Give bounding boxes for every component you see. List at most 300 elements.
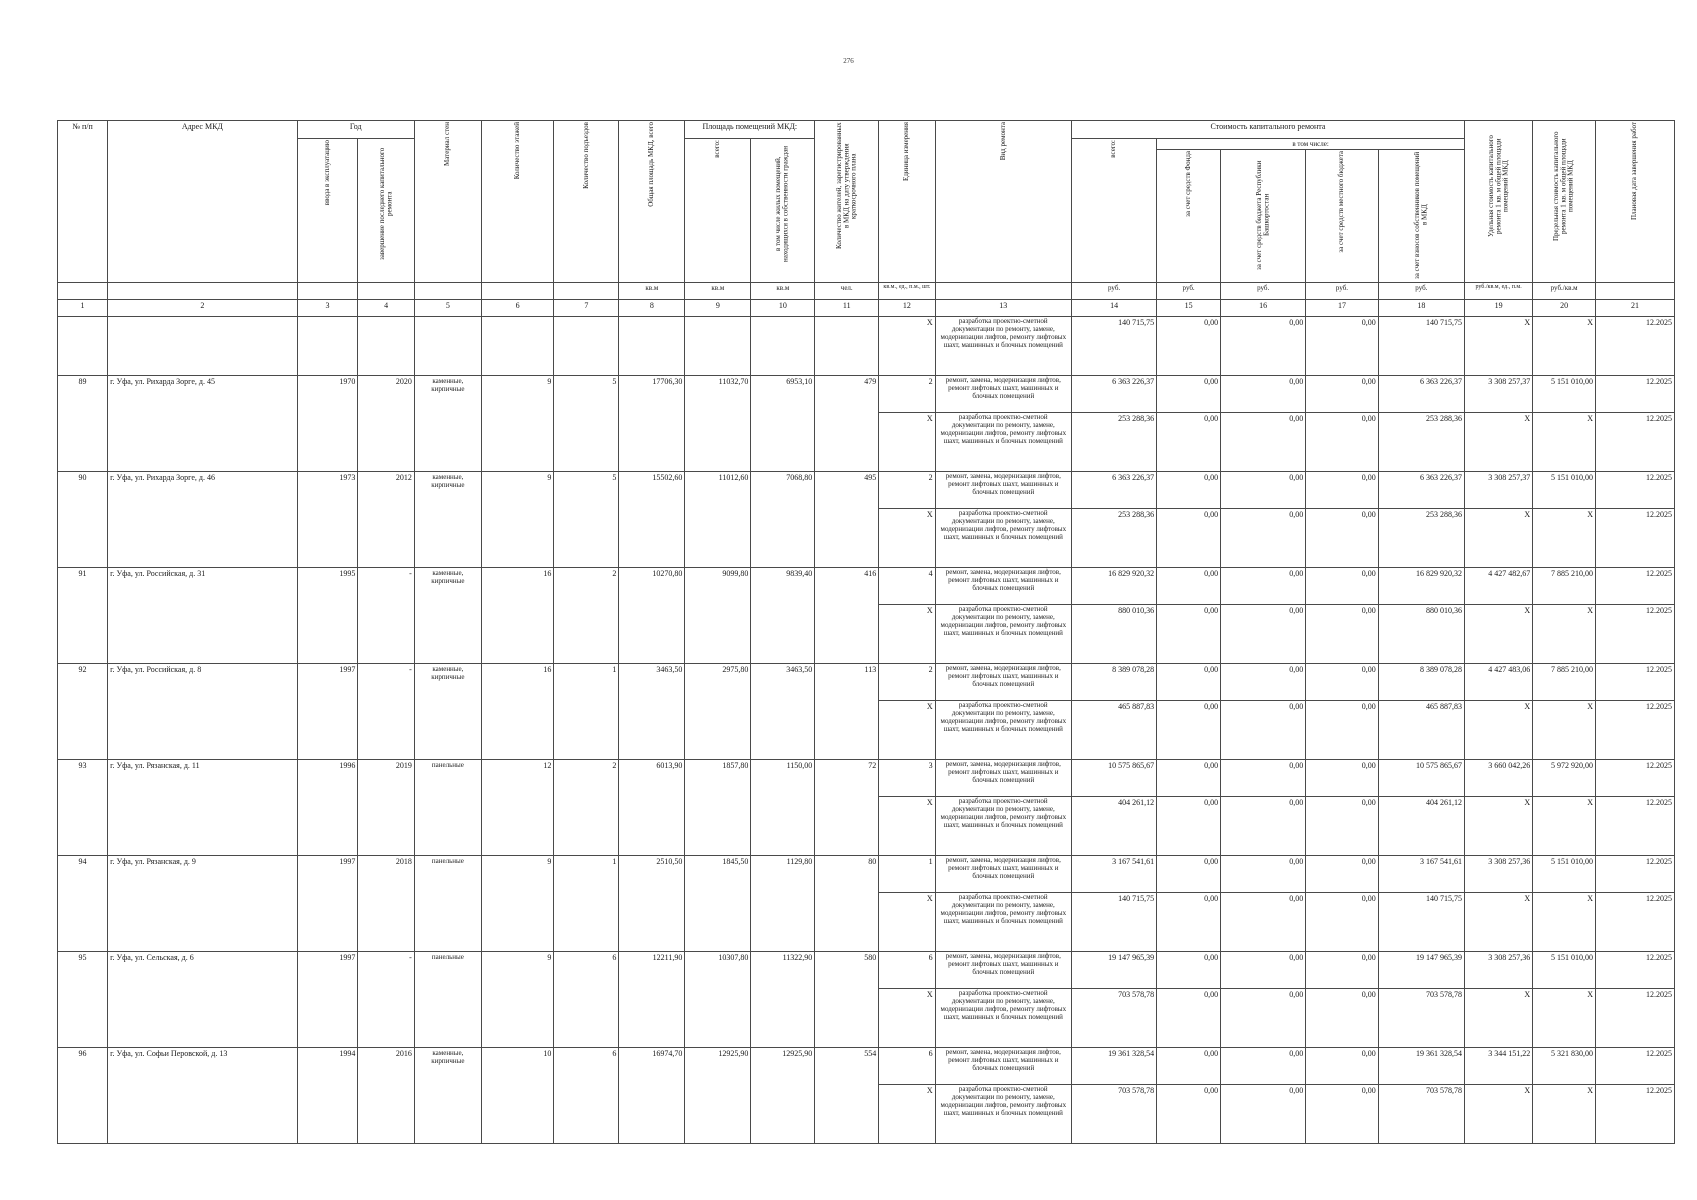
cell-cost-fund: 0,00 xyxy=(1157,1085,1221,1144)
cell-max-cost: 5 151 010,00 xyxy=(1533,376,1596,413)
cell-cost-fund: 0,00 xyxy=(1157,605,1221,664)
cell-planned-date: 12.2025 xyxy=(1596,952,1675,989)
header-year-last-repair: завершение последнего капитального ремонта xyxy=(358,139,414,283)
cell-unit: X xyxy=(879,893,935,952)
cell-address: г. Уфа, ул. Рихарда Зорге, д. 45 xyxy=(108,376,298,472)
column-number: 11 xyxy=(815,300,879,317)
column-number: 9 xyxy=(685,300,751,317)
cell-repair-type: разработка проектно-сметной документации по ремонту, замене, модернизации лифтов, ремонту лифтовых шахт, машинных и блочных помещений xyxy=(935,413,1071,472)
cell-cost-fund: 0,00 xyxy=(1157,760,1221,797)
cell-cost-total: 8 389 078,28 xyxy=(1071,664,1156,701)
cell-address: г. Уфа, ул. Российская, д. 31 xyxy=(108,568,298,664)
cell-unit: 1 xyxy=(879,856,935,893)
cell-planned-date: 12.2025 xyxy=(1596,1085,1675,1144)
cell-no: 90 xyxy=(58,472,108,568)
cell-year-built: 1997 xyxy=(297,664,358,760)
cell-cost-local: 0,00 xyxy=(1306,1048,1378,1085)
cell-max-cost: X xyxy=(1533,797,1596,856)
cell-wall-material: каменные, кирпичные xyxy=(414,472,481,568)
cell-entrances: 2 xyxy=(554,760,619,856)
cell-cost-owners: 140 715,75 xyxy=(1378,893,1464,952)
table-row xyxy=(58,568,1675,605)
column-number: 6 xyxy=(481,300,553,317)
unit-premises-incl: кв.м xyxy=(751,283,815,300)
cell-repair-type: ремонт, замена, модернизация лифтов, ремонт лифтовых шахт, машинных и блочных помещений xyxy=(935,664,1071,701)
cell-unit-cost: 3 308 257,37 xyxy=(1465,472,1533,509)
table-row xyxy=(58,472,1675,509)
cell-max-cost: 5 151 010,00 xyxy=(1533,952,1596,989)
cell-cost-total: 703 578,78 xyxy=(1071,1085,1156,1144)
header-cost-local: за счет средств местного бюджета xyxy=(1306,150,1378,283)
cell-max-cost: X xyxy=(1533,317,1596,376)
cell-no: 96 xyxy=(58,1048,108,1144)
cell-unit-cost: X xyxy=(1465,317,1533,376)
header-row xyxy=(58,121,1675,139)
cell-cost-fund: 0,00 xyxy=(1157,952,1221,989)
cell-residents: 495 xyxy=(815,472,879,568)
cell-cost-local: 0,00 xyxy=(1306,952,1378,989)
cell-unit: X xyxy=(879,509,935,568)
cell-entrances: 6 xyxy=(554,1048,619,1144)
column-number: 19 xyxy=(1465,300,1533,317)
cell-unit-cost: 3 344 151,22 xyxy=(1465,1048,1533,1085)
cell-total-area: 16974,70 xyxy=(619,1048,685,1144)
cell-max-cost: 5 972 920,00 xyxy=(1533,760,1596,797)
column-number: 21 xyxy=(1596,300,1675,317)
header-repair-type: Вид ремонта xyxy=(935,121,1071,283)
cell-residents: 72 xyxy=(815,760,879,856)
cell-premises-total: 1857,80 xyxy=(685,760,751,856)
cell-unit-cost: X xyxy=(1465,797,1533,856)
cell-repair-type: ремонт, замена, модернизация лифтов, ремонт лифтовых шахт, машинных и блочных помещений xyxy=(935,856,1071,893)
cell-total-area: 12211,90 xyxy=(619,952,685,1048)
cell-unit-cost: X xyxy=(1465,605,1533,664)
cell-repair-type: ремонт, замена, модернизация лифтов, ремонт лифтовых шахт, машинных и блочных помещений xyxy=(935,376,1071,413)
cell-cost-republic: 0,00 xyxy=(1221,989,1306,1048)
cell-premises-incl: 1129,80 xyxy=(751,856,815,952)
cell-cost-total: 19 147 965,39 xyxy=(1071,952,1156,989)
cell-cost-local: 0,00 xyxy=(1306,413,1378,472)
cell-wall-material: панельные xyxy=(414,952,481,1048)
cell-wall-material: каменные, кирпичные xyxy=(414,568,481,664)
cell-cost-local: 0,00 xyxy=(1306,605,1378,664)
cell-cost-owners: 8 389 078,28 xyxy=(1378,664,1464,701)
cell-year-built: 1996 xyxy=(297,760,358,856)
cell-cost-total: 404 261,12 xyxy=(1071,797,1156,856)
cell-unit: 2 xyxy=(879,472,935,509)
header-max-cost: Предельная стоимость капитального ремонта 1 кв. м общей площади помещений МКД xyxy=(1533,121,1596,283)
header-total-area: Общая площадь МКД, всего xyxy=(619,121,685,283)
column-number: 1 xyxy=(58,300,108,317)
column-numbers-row xyxy=(58,300,1675,317)
table-row xyxy=(58,317,1675,376)
cell-unit-cost: X xyxy=(1465,893,1533,952)
cell-unit: 4 xyxy=(879,568,935,605)
cell-cost-total: 140 715,75 xyxy=(1071,317,1156,376)
cell-cost-fund: 0,00 xyxy=(1157,1048,1221,1085)
table-row xyxy=(58,952,1675,989)
cell-planned-date: 12.2025 xyxy=(1596,797,1675,856)
cell-cost-republic: 0,00 xyxy=(1221,509,1306,568)
cell-cost-republic: 0,00 xyxy=(1221,413,1306,472)
cell-entrances: 5 xyxy=(554,472,619,568)
cell-planned-date: 12.2025 xyxy=(1596,989,1675,1048)
unit-cost-owners: руб. xyxy=(1378,283,1464,300)
column-number: 18 xyxy=(1378,300,1464,317)
cell-cost-total: 19 361 328,54 xyxy=(1071,1048,1156,1085)
cell-total-area: 3463,50 xyxy=(619,664,685,760)
header-cost-republic: за счет средств бюджета Республики Башкортостан xyxy=(1221,150,1306,283)
cell-repair-type: ремонт, замена, модернизация лифтов, ремонт лифтовых шахт, машинных и блочных помещений xyxy=(935,952,1071,989)
cell-cost-local: 0,00 xyxy=(1306,989,1378,1048)
cell-max-cost: X xyxy=(1533,509,1596,568)
cell-cost-owners: 16 829 920,32 xyxy=(1378,568,1464,605)
cell-unit-cost: 4 427 483,06 xyxy=(1465,664,1533,701)
cell-cost-total: 253 288,36 xyxy=(1071,413,1156,472)
cell-planned-date: 12.2025 xyxy=(1596,701,1675,760)
units-row xyxy=(58,283,1675,300)
cell-max-cost: X xyxy=(1533,413,1596,472)
column-number: 17 xyxy=(1306,300,1378,317)
cell-no: 95 xyxy=(58,952,108,1048)
cell-cost-local: 0,00 xyxy=(1306,1085,1378,1144)
cell-max-cost: 5 151 010,00 xyxy=(1533,472,1596,509)
cell-year-repair: 2012 xyxy=(358,472,414,568)
cell-cost-fund: 0,00 xyxy=(1157,413,1221,472)
cell-unit-cost: X xyxy=(1465,701,1533,760)
cell-premises-total: 10307,80 xyxy=(685,952,751,1048)
column-number: 8 xyxy=(619,300,685,317)
cell-cost-total: 6 363 226,37 xyxy=(1071,376,1156,413)
header-residents: Количество жителей, зарегистрированных в МКД на дату утверждения краткосрочного плана xyxy=(815,121,879,283)
cell-unit: 6 xyxy=(879,1048,935,1085)
cell-repair-type: ремонт, замена, модернизация лифтов, ремонт лифтовых шахт, машинных и блочных помещений xyxy=(935,472,1071,509)
cell-cost-republic: 0,00 xyxy=(1221,856,1306,893)
cell-no: 89 xyxy=(58,376,108,472)
unit-unit: кв.м., ед., п.м., шт. xyxy=(879,283,935,300)
header-planned-date: Плановая дата завершения работ xyxy=(1596,121,1675,283)
header-address: Адрес МКД xyxy=(108,121,298,283)
cell-residents: 80 xyxy=(815,856,879,952)
cell-repair-type: разработка проектно-сметной документации по ремонту, замене, модернизации лифтов, ремонту лифтовых шахт, машинных и блочных помещений xyxy=(935,701,1071,760)
cell-repair-type: разработка проектно-сметной документации по ремонту, замене, модернизации лифтов, ремонту лифтовых шахт, машинных и блочных помещений xyxy=(935,797,1071,856)
cell-cost-owners: 253 288,36 xyxy=(1378,509,1464,568)
cell-cost-total: 140 715,75 xyxy=(1071,893,1156,952)
column-number: 12 xyxy=(879,300,935,317)
cell-cost-republic: 0,00 xyxy=(1221,664,1306,701)
cell-total-area: 10270,80 xyxy=(619,568,685,664)
cell-unit-cost: 3 308 257,36 xyxy=(1465,952,1533,989)
cell-wall-material: каменные, кирпичные xyxy=(414,664,481,760)
cell-planned-date: 12.2025 xyxy=(1596,376,1675,413)
cell-cost-owners: 19 147 965,39 xyxy=(1378,952,1464,989)
cell-premises-total: 12925,90 xyxy=(685,1048,751,1144)
cell-cost-republic: 0,00 xyxy=(1221,568,1306,605)
cell-cost-total: 703 578,78 xyxy=(1071,989,1156,1048)
cell-premises-incl: 9839,40 xyxy=(751,568,815,664)
cell-floors: 16 xyxy=(481,664,553,760)
cell-premises-total: 11012,60 xyxy=(685,472,751,568)
cell-planned-date: 12.2025 xyxy=(1596,856,1675,893)
unit-cost-local: руб. xyxy=(1306,283,1378,300)
header-cost-total: всего: xyxy=(1071,139,1156,283)
cell-cost-fund: 0,00 xyxy=(1157,664,1221,701)
header-year: Год xyxy=(297,121,414,139)
cell-entrances: 6 xyxy=(554,952,619,1048)
cell-total-area: 2510,50 xyxy=(619,856,685,952)
cell-cost-fund: 0,00 xyxy=(1157,893,1221,952)
cell-unit-cost: X xyxy=(1465,989,1533,1048)
cell-unit: 2 xyxy=(879,664,935,701)
cell-cost-local: 0,00 xyxy=(1306,376,1378,413)
cell-unit: X xyxy=(879,989,935,1048)
cell-max-cost: X xyxy=(1533,989,1596,1048)
cell-cost-owners: 19 361 328,54 xyxy=(1378,1048,1464,1085)
cell-premises-incl: 6953,10 xyxy=(751,376,815,472)
unit-cost-total: руб. xyxy=(1071,283,1156,300)
column-number: 7 xyxy=(554,300,619,317)
cell-unit-cost: X xyxy=(1465,509,1533,568)
column-number: 15 xyxy=(1157,300,1221,317)
cell-year-built: 1970 xyxy=(297,376,358,472)
cell-cost-local: 0,00 xyxy=(1306,797,1378,856)
cell-max-cost: 5 321 830,00 xyxy=(1533,1048,1596,1085)
cell-address: г. Уфа, ул. Сельская, д. 6 xyxy=(108,952,298,1048)
cell-residents: 554 xyxy=(815,1048,879,1144)
cell-planned-date: 12.2025 xyxy=(1596,568,1675,605)
cell-cost-republic: 0,00 xyxy=(1221,760,1306,797)
header-cost-incl: в том числе: xyxy=(1157,139,1465,150)
cell-residents: 580 xyxy=(815,952,879,1048)
cell-premises-incl: 11322,90 xyxy=(751,952,815,1048)
cell-cost-total: 10 575 865,67 xyxy=(1071,760,1156,797)
cell-cost-fund: 0,00 xyxy=(1157,472,1221,509)
cell-unit-cost: 3 308 257,36 xyxy=(1465,856,1533,893)
header-unit: Единица измерения xyxy=(879,121,935,283)
cell-floors: 9 xyxy=(481,376,553,472)
cell-cost-republic: 0,00 xyxy=(1221,317,1306,376)
cell-cost-local: 0,00 xyxy=(1306,664,1378,701)
cell-repair-type: разработка проектно-сметной документации по ремонту, замене, модернизации лифтов, ремонту лифтовых шахт, машинных и блочных помещений xyxy=(935,605,1071,664)
cell-unit: X xyxy=(879,701,935,760)
cell-wall-material: каменные, кирпичные xyxy=(414,376,481,472)
header-year-commission: ввода в эксплуатацию xyxy=(297,139,358,283)
cell-premises-incl: 12925,90 xyxy=(751,1048,815,1144)
table-row xyxy=(58,856,1675,893)
cell-cost-republic: 0,00 xyxy=(1221,376,1306,413)
cell-cost-owners: 140 715,75 xyxy=(1378,317,1464,376)
cell-unit-cost: 3 660 042,26 xyxy=(1465,760,1533,797)
cell-repair-type: разработка проектно-сметной документации по ремонту, замене, модернизации лифтов, ремонту лифтовых шахт, машинных и блочных помещений xyxy=(935,1085,1071,1144)
cell-premises-total: 9099,80 xyxy=(685,568,751,664)
cell-year-built: 1973 xyxy=(297,472,358,568)
cell-premises-incl: 7068,80 xyxy=(751,472,815,568)
cell-floors: 16 xyxy=(481,568,553,664)
header-unit-cost: Удельная стоимость капитального ремонта 1 кв. м общей площади помещений МКД xyxy=(1465,121,1533,283)
cell-year-repair: - xyxy=(358,568,414,664)
header-cost: Стоимость капитального ремонта xyxy=(1071,121,1464,139)
cell-planned-date: 12.2025 xyxy=(1596,1048,1675,1085)
column-number: 2 xyxy=(108,300,298,317)
cell-max-cost: 7 885 210,00 xyxy=(1533,664,1596,701)
cell-planned-date: 12.2025 xyxy=(1596,760,1675,797)
unit-cost-fund: руб. xyxy=(1157,283,1221,300)
cell-unit: X xyxy=(879,413,935,472)
cell-entrances: 1 xyxy=(554,664,619,760)
cell-year-repair: 2016 xyxy=(358,1048,414,1144)
cell-max-cost: X xyxy=(1533,893,1596,952)
cell-year-built: 1994 xyxy=(297,1048,358,1144)
cell-max-cost: 5 151 010,00 xyxy=(1533,856,1596,893)
cell-total-area: 17706,30 xyxy=(619,376,685,472)
table-row xyxy=(58,376,1675,413)
cell-unit: X xyxy=(879,317,935,376)
table-row xyxy=(58,760,1675,797)
column-number: 20 xyxy=(1533,300,1596,317)
cell-cost-local: 0,00 xyxy=(1306,317,1378,376)
cell-max-cost: 7 885 210,00 xyxy=(1533,568,1596,605)
cell-floors: 12 xyxy=(481,760,553,856)
cell-year-repair: 2018 xyxy=(358,856,414,952)
cell-planned-date: 12.2025 xyxy=(1596,413,1675,472)
cell-year-repair: - xyxy=(358,952,414,1048)
repair-plan-table xyxy=(57,120,1675,1144)
cell-cost-fund: 0,00 xyxy=(1157,989,1221,1048)
header-wall-material: Материал стен xyxy=(414,121,481,283)
cell-address: г. Уфа, ул. Российская, д. 8 xyxy=(108,664,298,760)
cell-cost-owners: 465 887,83 xyxy=(1378,701,1464,760)
cell-cost-fund: 0,00 xyxy=(1157,701,1221,760)
cell-cost-fund: 0,00 xyxy=(1157,317,1221,376)
cell-planned-date: 12.2025 xyxy=(1596,317,1675,376)
cell-cost-owners: 6 363 226,37 xyxy=(1378,376,1464,413)
cell-planned-date: 12.2025 xyxy=(1596,509,1675,568)
cell-cost-owners: 703 578,78 xyxy=(1378,1085,1464,1144)
cell-cost-local: 0,00 xyxy=(1306,509,1378,568)
header-premises-incl: в том числе жилых помещений, находящихся в собственности граждан xyxy=(751,139,815,283)
cell-no: 92 xyxy=(58,664,108,760)
cell-repair-type: ремонт, замена, модернизация лифтов, ремонт лифтовых шахт, машинных и блочных помещений xyxy=(935,760,1071,797)
unit-unit-cost: руб./кв.м, ед., п.м. xyxy=(1465,283,1533,300)
cell-repair-type: разработка проектно-сметной документации по ремонту, замене, модернизации лифтов, ремонту лифтовых шахт, машинных и блочных помещений xyxy=(935,509,1071,568)
cell-residents: 113 xyxy=(815,664,879,760)
cell-cost-total: 465 887,83 xyxy=(1071,701,1156,760)
cell-planned-date: 12.2025 xyxy=(1596,472,1675,509)
cell-cost-owners: 404 261,12 xyxy=(1378,797,1464,856)
cell-cost-republic: 0,00 xyxy=(1221,1048,1306,1085)
cell-cost-fund: 0,00 xyxy=(1157,568,1221,605)
cell-total-area: 6013,90 xyxy=(619,760,685,856)
unit-residents: чел. xyxy=(815,283,879,300)
cell-cost-fund: 0,00 xyxy=(1157,509,1221,568)
cell-cost-owners: 10 575 865,67 xyxy=(1378,760,1464,797)
cell-address: г. Уфа, ул. Рихарда Зорге, д. 46 xyxy=(108,472,298,568)
cell-planned-date: 12.2025 xyxy=(1596,893,1675,952)
cell-cost-republic: 0,00 xyxy=(1221,952,1306,989)
cell-year-built: 1997 xyxy=(297,952,358,1048)
cell-cost-local: 0,00 xyxy=(1306,568,1378,605)
cell-unit: 6 xyxy=(879,952,935,989)
cell-address: г. Уфа, ул. Рязанская, д. 11 xyxy=(108,760,298,856)
column-number: 13 xyxy=(935,300,1071,317)
cell-unit: X xyxy=(879,797,935,856)
cell-unit-cost: 3 308 257,37 xyxy=(1465,376,1533,413)
cell-repair-type: ремонт, замена, модернизация лифтов, ремонт лифтовых шахт, машинных и блочных помещений xyxy=(935,568,1071,605)
cell-entrances: 5 xyxy=(554,376,619,472)
cell-cost-republic: 0,00 xyxy=(1221,1085,1306,1144)
header-entrances: Количество подъездов xyxy=(554,121,619,283)
cell-cost-owners: 6 363 226,37 xyxy=(1378,472,1464,509)
unit-max-cost: руб./кв.м xyxy=(1533,283,1596,300)
cell-wall-material: панельные xyxy=(414,856,481,952)
cell-cost-local: 0,00 xyxy=(1306,701,1378,760)
cell-cost-total: 6 363 226,37 xyxy=(1071,472,1156,509)
cell-cost-local: 0,00 xyxy=(1306,472,1378,509)
cell-residents: 479 xyxy=(815,376,879,472)
header-cost-fund: за счет средств Фонда xyxy=(1157,150,1221,283)
unit-cost-republic: руб. xyxy=(1221,283,1306,300)
cell-cost-owners: 703 578,78 xyxy=(1378,989,1464,1048)
cell-planned-date: 12.2025 xyxy=(1596,664,1675,701)
cell-cost-owners: 880 010,36 xyxy=(1378,605,1464,664)
cell-year-built: 1997 xyxy=(297,856,358,952)
cell-cost-republic: 0,00 xyxy=(1221,472,1306,509)
cell-max-cost: X xyxy=(1533,701,1596,760)
table-row xyxy=(58,664,1675,701)
column-number: 4 xyxy=(358,300,414,317)
cell-planned-date: 12.2025 xyxy=(1596,605,1675,664)
column-number: 10 xyxy=(751,300,815,317)
cell-cost-republic: 0,00 xyxy=(1221,797,1306,856)
cell-entrances: 1 xyxy=(554,856,619,952)
cell-no: 94 xyxy=(58,856,108,952)
cell-year-repair: 2019 xyxy=(358,760,414,856)
cell-cost-total: 3 167 541,61 xyxy=(1071,856,1156,893)
cell-floors: 9 xyxy=(481,952,553,1048)
header-premises-total: всего: xyxy=(685,139,751,283)
cell-cost-local: 0,00 xyxy=(1306,760,1378,797)
cell-floors: 9 xyxy=(481,472,553,568)
cell-premises-incl: 1150,00 xyxy=(751,760,815,856)
cell-unit: 3 xyxy=(879,760,935,797)
cell-unit-cost: 4 427 482,67 xyxy=(1465,568,1533,605)
cell-cost-total: 16 829 920,32 xyxy=(1071,568,1156,605)
cell-address: г. Уфа, ул. Рязанская, д. 9 xyxy=(108,856,298,952)
column-number: 14 xyxy=(1071,300,1156,317)
cell-floors: 10 xyxy=(481,1048,553,1144)
cell-cost-republic: 0,00 xyxy=(1221,605,1306,664)
cell-cost-owners: 253 288,36 xyxy=(1378,413,1464,472)
cell-cost-owners: 3 167 541,61 xyxy=(1378,856,1464,893)
column-number: 3 xyxy=(297,300,358,317)
cell-cost-total: 253 288,36 xyxy=(1071,509,1156,568)
cell-wall-material: каменные, кирпичные xyxy=(414,1048,481,1144)
cell-repair-type: разработка проектно-сметной документации по ремонту, замене, модернизации лифтов, ремонту лифтовых шахт, машинных и блочных помещений xyxy=(935,893,1071,952)
column-number: 5 xyxy=(414,300,481,317)
cell-premises-incl: 3463,50 xyxy=(751,664,815,760)
cell-repair-type: разработка проектно-сметной документации по ремонту, замене, модернизации лифтов, ремонту лифтовых шахт, машинных и блочных помещений xyxy=(935,989,1071,1048)
cell-entrances: 2 xyxy=(554,568,619,664)
cell-cost-local: 0,00 xyxy=(1306,893,1378,952)
cell-total-area: 15502,60 xyxy=(619,472,685,568)
header-floors: Количество этажей xyxy=(481,121,553,283)
cell-repair-type: разработка проектно-сметной документации по ремонту, замене, модернизации лифтов, ремонту лифтовых шахт, машинных и блочных помещений xyxy=(935,317,1071,376)
cell-no: 93 xyxy=(58,760,108,856)
header-no: № п/п xyxy=(58,121,108,283)
cell-repair-type: ремонт, замена, модернизация лифтов, ремонт лифтовых шахт, машинных и блочных помещений xyxy=(935,1048,1071,1085)
cell-max-cost: X xyxy=(1533,1085,1596,1144)
column-number: 16 xyxy=(1221,300,1306,317)
